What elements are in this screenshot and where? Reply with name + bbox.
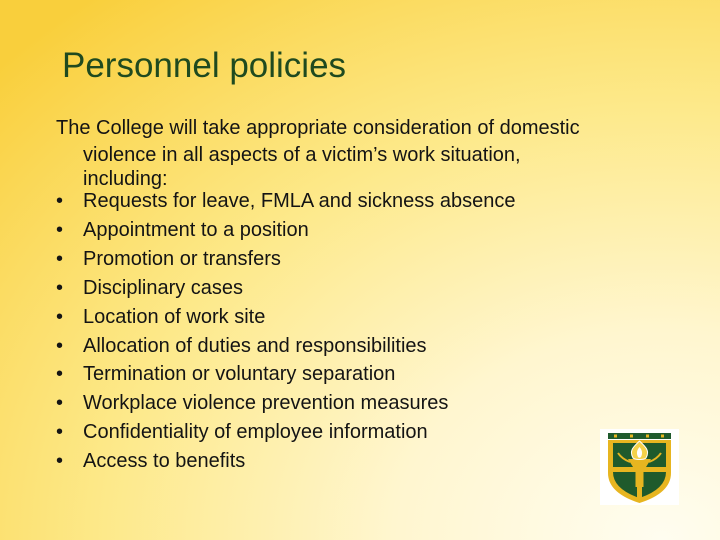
intro-line-1: The College will take appropriate consideration of domestic	[56, 117, 580, 139]
bullet-text: Allocation of duties and responsibilities	[83, 334, 427, 357]
bullet-icon: •	[56, 421, 64, 444]
intro-line-2: violence in all aspects of a victim’s work situation,	[83, 144, 521, 166]
slide-title: Personnel policies	[62, 46, 347, 85]
bullet-icon: •	[56, 247, 64, 270]
bullet-icon: •	[56, 305, 64, 328]
bullet-text: Workplace violence prevention measures	[83, 392, 449, 415]
bullet-icon: •	[56, 392, 64, 415]
list-item	[56, 332, 515, 361]
bullet-text: Promotion or transfers	[83, 247, 281, 270]
bullet-icon: •	[56, 218, 64, 241]
list-item	[56, 360, 515, 389]
bullet-text: Location of work site	[83, 305, 266, 328]
list-item	[56, 274, 515, 303]
list-item	[56, 216, 515, 245]
bullet-icon: •	[56, 450, 64, 473]
college-crest-torch-shield-icon	[600, 429, 679, 505]
bullet-text: Requests for leave, FMLA and sickness absence	[83, 190, 516, 212]
list-item	[56, 447, 515, 476]
list-item	[56, 245, 515, 274]
bullet-icon: •	[56, 276, 64, 299]
college-crest-logo	[600, 429, 679, 505]
list-item	[56, 187, 515, 216]
list-item	[56, 303, 515, 332]
bullet-text: Termination or voluntary separation	[83, 363, 396, 386]
bullet-text: Appointment to a position	[83, 218, 309, 241]
bullet-list	[56, 187, 515, 476]
bullet-icon: •	[56, 363, 64, 386]
bullet-text: Disciplinary cases	[83, 276, 244, 299]
intro-paragraph	[56, 114, 696, 191]
bullet-icon: •	[56, 334, 64, 357]
intro-line-3: including:	[83, 168, 168, 190]
bullet-text: Confidentiality of employee information	[83, 421, 428, 444]
bullet-text: Access to benefits	[83, 450, 246, 473]
bullet-icon: •	[56, 190, 64, 212]
list-item	[56, 389, 515, 418]
list-item	[56, 418, 515, 447]
